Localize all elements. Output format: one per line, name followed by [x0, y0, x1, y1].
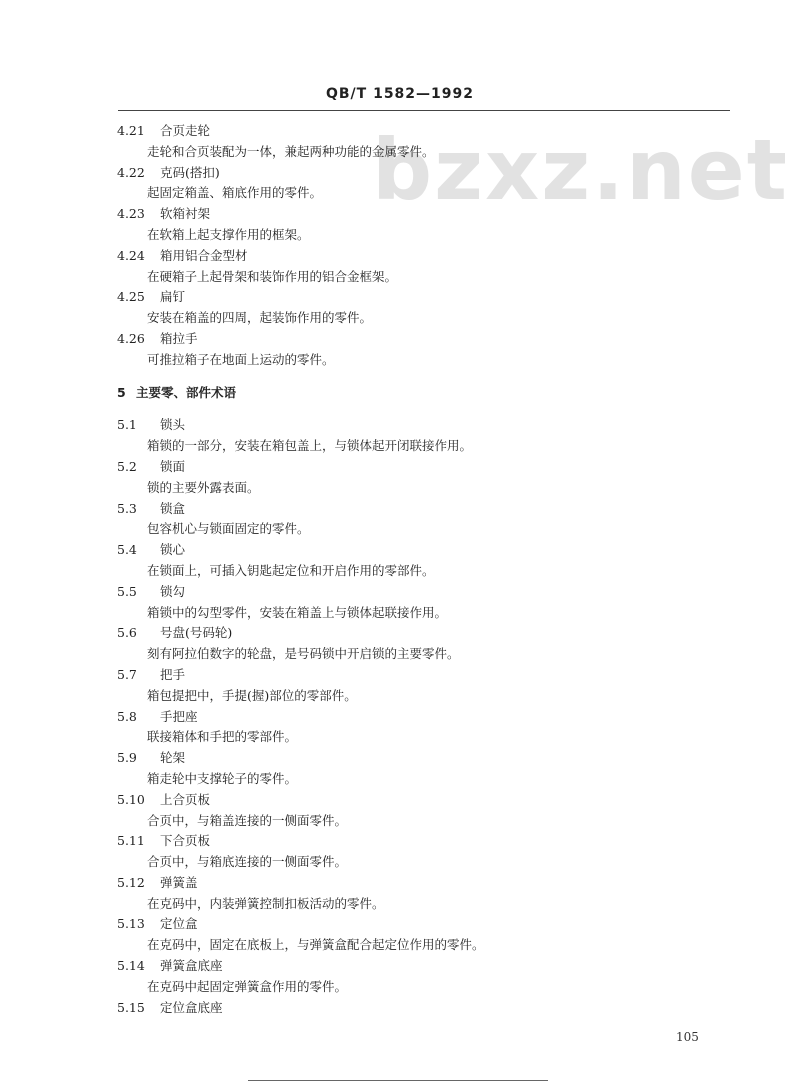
- section-number: 5: [117, 384, 126, 400]
- footer-rule: [248, 1080, 548, 1081]
- spacer: [0, 371, 800, 383]
- entry-number: 4.25: [117, 289, 145, 305]
- entry-definition: [0, 935, 800, 956]
- definition-text: 箱走轮中支撑轮子的零件。: [147, 770, 298, 786]
- entry-number: 4.24: [117, 247, 145, 263]
- entry-number: 5.1: [117, 417, 137, 433]
- entry-term: 轮架: [160, 750, 186, 766]
- page-number: 105: [676, 1030, 699, 1044]
- entry-term: 扁钉: [160, 289, 186, 305]
- entry-term: 下合页板: [160, 833, 211, 849]
- entry-5-7: [0, 665, 800, 686]
- entry-number: 4.26: [117, 330, 145, 346]
- entry-number: 5.3: [117, 500, 137, 516]
- document-body: [0, 121, 800, 1018]
- entry-definition: [0, 686, 800, 707]
- entry-4-26: [0, 329, 800, 350]
- entry-definition: [0, 308, 800, 329]
- entry-term: 箱用铝合金型材: [160, 247, 248, 263]
- entry-number: 5.8: [117, 708, 137, 724]
- entry-definition: [0, 769, 800, 790]
- definition-text: 箱锁中的勾型零件，安装在箱盖上与锁体起联接作用。: [147, 604, 448, 620]
- entry-definition: [0, 267, 800, 288]
- definition-text: 箱包提把中，手提(握)部位的零部件。: [147, 687, 357, 703]
- definition-text: 在克码中起固定弹簧盒作用的零件。: [147, 978, 348, 994]
- entry-definition: [0, 142, 800, 163]
- definition-text: 合页中，与箱盖连接的一侧面零件。: [147, 812, 348, 828]
- entry-5-9: [0, 748, 800, 769]
- entry-term: 箱拉手: [160, 330, 198, 346]
- entry-5-13: [0, 914, 800, 935]
- entry-definition: [0, 561, 800, 582]
- entry-term: 锁盒: [160, 500, 186, 516]
- entry-5-4: [0, 540, 800, 561]
- entry-number: 5.4: [117, 542, 137, 558]
- entry-number: 5.15: [117, 999, 145, 1015]
- entry-term: 定位盒底座: [160, 999, 223, 1015]
- entry-term: 锁头: [160, 417, 186, 433]
- entry-4-21: [0, 121, 800, 142]
- entry-5-11: [0, 831, 800, 852]
- definition-text: 在克码中，固定在底板上，与弹簧盒配合起定位作用的零件。: [147, 937, 485, 953]
- entry-term: 号盘(号码轮): [160, 625, 233, 641]
- entry-number: 5.7: [117, 666, 137, 682]
- entry-4-25: [0, 287, 800, 308]
- section-title: 主要零、部件术语: [136, 384, 237, 400]
- entry-number: 4.21: [117, 123, 145, 138]
- definition-text: 刻有阿拉伯数字的轮盘，是号码锁中开启锁的主要零件。: [147, 646, 460, 662]
- definition-text: 走轮和合页装配为一体，兼起两种功能的金属零件。: [147, 143, 435, 159]
- section-heading-5: [0, 383, 800, 404]
- definition-text: 锁的主要外露表面。: [147, 479, 260, 495]
- watermark: bzxz.net: [372, 121, 789, 219]
- entry-term: 锁面: [160, 458, 186, 474]
- entry-number: 5.5: [117, 583, 137, 599]
- page-header-standard-code: QB/T 1582—1992: [325, 86, 475, 102]
- entry-4-22: [0, 163, 800, 184]
- entry-definition: [0, 727, 800, 748]
- entry-definition: [0, 852, 800, 873]
- entry-definition: [0, 519, 800, 540]
- entry-number: 5.10: [117, 791, 145, 807]
- entry-number: 5.12: [117, 874, 145, 890]
- entry-4-23: [0, 204, 800, 225]
- entry-number: 5.11: [117, 833, 145, 849]
- entry-term: 克码(搭扣): [160, 164, 220, 180]
- definition-text: 联接箱体和手把的零部件。: [147, 729, 298, 745]
- entry-5-15: [0, 998, 800, 1019]
- entry-term: 锁心: [160, 542, 186, 558]
- definition-text: 在软箱上起支撑作用的框架。: [147, 226, 310, 242]
- entry-5-1: [0, 415, 800, 436]
- entry-term: 锁勾: [160, 583, 186, 599]
- entry-5-3: [0, 499, 800, 520]
- entry-5-8: [0, 707, 800, 728]
- entry-definition: [0, 811, 800, 832]
- entry-number: 5.14: [117, 958, 145, 974]
- entry-4-24: [0, 246, 800, 267]
- definition-text: 合页中，与箱底连接的一侧面零件。: [147, 854, 348, 870]
- entry-term: 把手: [160, 666, 186, 682]
- entry-5-2: [0, 457, 800, 478]
- entry-term: 定位盒: [160, 916, 198, 932]
- entry-5-10: [0, 790, 800, 811]
- definition-text: 可推拉箱子在地面上运动的零件。: [147, 351, 335, 367]
- entry-definition: [0, 644, 800, 665]
- entry-number: 4.23: [117, 206, 145, 222]
- entry-5-12: [0, 873, 800, 894]
- entry-definition: [0, 183, 800, 204]
- definition-text: 安装在箱盖的四周，起装饰作用的零件。: [147, 310, 373, 326]
- entry-5-14: [0, 956, 800, 977]
- entry-definition: [0, 603, 800, 624]
- entry-definition: [0, 350, 800, 371]
- entry-5-6: [0, 623, 800, 644]
- entry-definition: [0, 478, 800, 499]
- spacer: [0, 403, 800, 415]
- entry-term: 上合页板: [160, 791, 211, 807]
- entry-term: 软箱衬架: [160, 206, 211, 222]
- entry-number: 5.9: [117, 750, 137, 766]
- definition-text: 在锁面上，可插入钥匙起定位和开启作用的零部件。: [147, 562, 435, 578]
- entry-number: 5.13: [117, 916, 145, 932]
- definition-text: 在硬箱子上起骨架和装饰作用的铝合金框架。: [147, 268, 398, 284]
- entry-term: 弹簧盒底座: [160, 958, 223, 974]
- entry-definition: [0, 977, 800, 998]
- entry-number: 5.2: [117, 458, 137, 474]
- entry-term: 合页走轮: [160, 123, 211, 138]
- entry-number: 4.22: [117, 164, 145, 180]
- entry-definition: [0, 225, 800, 246]
- entry-term: 弹簧盖: [160, 874, 198, 890]
- entry-definition: [0, 894, 800, 915]
- definition-text: 在克码中，内装弹簧控制扣板活动的零件。: [147, 895, 385, 911]
- entry-5-5: [0, 582, 800, 603]
- definition-text: 起固定箱盖、箱底作用的零件。: [147, 185, 323, 201]
- definition-text: 包容机心与锁面固定的零件。: [147, 521, 310, 537]
- entry-term: 手把座: [160, 708, 198, 724]
- entry-number: 5.6: [117, 625, 137, 641]
- definition-text: 箱锁的一部分，安装在箱包盖上，与锁体起开闭联接作用。: [147, 438, 473, 454]
- entry-definition: [0, 436, 800, 457]
- header-rule: [118, 110, 730, 111]
